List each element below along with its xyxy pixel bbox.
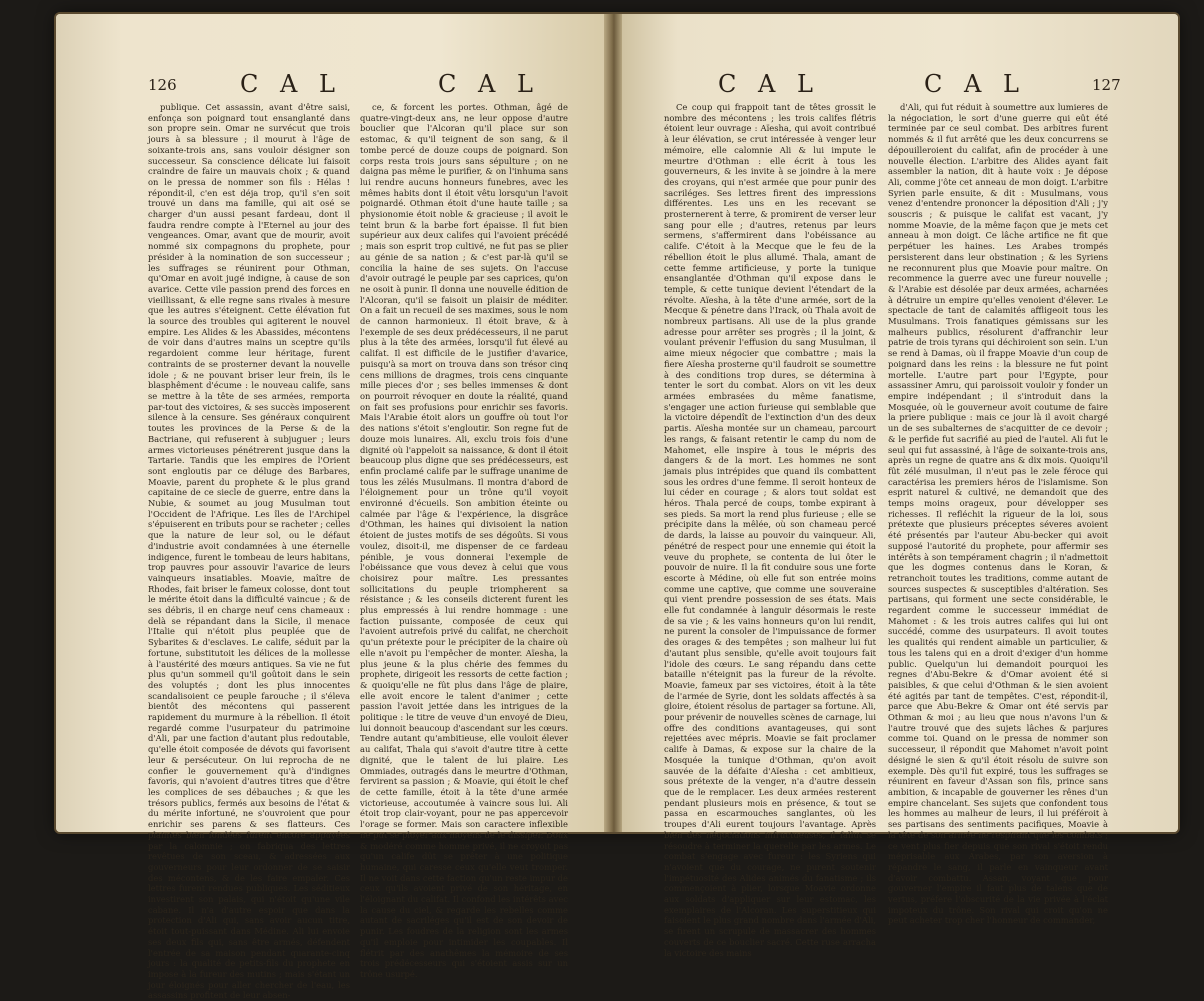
running-head-left-col2: C A L [438,70,540,98]
left-page-column-1 [148,102,350,1001]
book-gutter [604,14,622,832]
open-book [56,14,1178,1001]
right-page-column-1 [664,102,876,958]
right-col2-text: d'Ali, qui fut réduit à soumettre aux lumieres de la négociation, le sort d'une guerre qui eût été terminée par ce seul combat. Des arbitres furent nommés & il fut arrêté que les deux concurrens se dépouilleroient du califat, afin de procéder à une nouvelle élection. L'arbitre des Alides ayant fait assembler la nation, dit à haute voix : Je dépose Ali, comme j'ôte cet anneau de mon doigt. L'arbitre Syrien parle ensuite, & dit : Musulmans, vous venez d'entendre prononcer la déposition d'Ali ; j'y souscris ; & puisque le califat est vacant, j'y nomme Moavie, de la même façon que je mets cet anneau à mon doigt. Ce lâche artifice ne fit que perpétuer les haines. Les Arabes trompés persisterent dans leur obstination ; & les Syriens ne reconnurent plus que Moavie pour maître. On recommence la guerre avec une fureur nouvelle ; & l'Arabie est désolée par deux armées, acharnées à détruire un empire qu'elles venoient d'élever. Le spectacle de tant de calamités affligeoit tous les Musulmans. Trois fanatiques gémissans sur les malheurs publics, résolurent d'affranchir leur patrie de trois tyrans qui déchiroient son sein. L'un se rend à Damas, où il frappe Moavie d'un coup de poignard dans les reins : la blessure ne fut point mortelle. L'autre part pour l'Egypte, pour assassiner Amru, qui paroissoit vouloir y fonder un empire indépendant ; il s'introduit dans la Mosquée, où le gouverneur avoit coutume de faire la priere publique : mais ce jour là il avoit chargé un de ses subalternes de s'acquitter de ce devoir ; & le perfide fut sacrifié au pied de l'autel. Ali fut le seul qui fut assassiné, à l'âge de soixante-trois ans, après un regne de quatre ans & dix mois. Quoiqu'il fût zélé musulman, il n'eut pas le zele féroce qui caractérisa les premiers héros de l'islamisme. Son esprit naturel & cultivé, ne demandoit que des temps moins orageux, pour développer ses richesses. Il refléchit la rigueur de la loi, sous prétexte que plusieurs préceptes séveres avoient été présentés par l'auteur Abu-becker qui avoit supposé l'autorité du prophete, pour affermir ses intérêts à son tempérament chagrin ; il n'admettoit que les dogmes contenus dans le Koran, & retranchoit toutes les traditions, comme autant de sources suspectes & susceptibles d'altération. Ses partisans, qui forment une secte considérable, le regardent comme le successeur immédiat de Mahomet : & les trois autres califes qui lui ont succédé, comme des usurpateurs. Il avoit toutes les qualités qui rendent aimable un particulier, & tous les talens qui en a droit d'exiger d'un homme public. Quelqu'un lui demandoit pourquoi les regnes d'Abu-Bekre & d'Omar avoient été si paisibles, & que celui d'Othman & le sien avoient été agités par tant de tempêtes. C'est, répondit-il, parce que Abu-Bekre & Omar ont été servis par Othman & moi ; au lieu que nous n'avons l'un & l'autre trouvé que des sujets lâches & parjures comme toi. Quand on le pressa de nommer son successeur, il répondit que Mahomet n'avoit point désigné le sien & qu'il étoit résolu de suivre son exemple. Dès qu'il fut expiré, tous les suffrages se réunirent en faveur d'Assan son fils, prince sans ambition, & incapable de gouverner les rênes d'un empire chancelant. Ses sujets que confondent tous les hommes au malheur de leurs, il lui préféroit à ses partisans des sentiments pacifiques, Moavie à la tête de son armée ne respirant que les combats ; ce vent plus fier depuis que son rival s'étoit rendu méprisable aux Arabes, par son aversion à répandre le sang, il parle en vainqueur avant d'avoir combattu. Assan, voyant que pour gouverner l'empire il faut plus de talens que de vertus, préfere l'obscurité de la vie privée à l'éclat impoteux du trône. Son rival qui croit qu'on ne peut acheter trop cher l'honneur de commander, [888,102,1108,926]
left-col2-text: ce, & forcent les portes. Othman, âgé de quatre-vingt-deux ans, ne leur oppose d'autre bouclier que l'Alcoran qu'il place sur son estomac, & qu'il teignent de son sang, & il tombe percé de douze coups de poignard. Son corps resta trois jours sans sépulture ; on ne daigna pas même le purifier, & on l'inhuma sans lui rendre aucuns honneurs funebres, avec les mêmes habits dont il étoit vêtu lorsqu'un l'avoit poignardé. Othman étoit d'une haute taille ; sa physionomie étoit noble & gracieuse ; il avoit le teint brun & la barbe fort épaisse. Il fut bien supérieur aux deux califes qui l'avoient précédé ; mais son esprit trop cultivé, ne fut pas se plier au génie de sa nation ; & c'est par-là qu'il se concilia la haine de ses sujets. On l'accuse d'avoir outragé le peuple par ses caprices, qu'on ne osoit à punir. Il donna une nouvelle édition de l'Alcoran, qu'il se faisoit un plaisir de méditer. On a fait un recueil de ses maximes, sous le nom de cannon harmonieux. Il étoit brave, & à l'exemple de ses deux prédécesseurs, il ne parut plus à la tête des armées, lorsqu'il fut élevé au califat. Il est difficile de le justifier d'avarice, puisqu'à sa mort on trouva dans son trésor cinq cens millions de dragmes, trois cens cinquante mille pieces d'or ; ses belles immenses & dont on pourroit révoquer en doute la réalité, quand on fait ses profusions pour enrichir ses favoris. Mais l'Arabie étoit alors un gouffre où tout l'or des nations s'étoit s'engloutir. Son regne fut de douze mois lunaires. Ali, exclu trois fois d'une dignité où l'appeloit sa naissance, & dont il étoit beaucoup plus digne que ses prédécesseurs, est enfin proclamé calife par le suffrage unanime de tous les zélés Musulmans. Il montra d'abord de l'éloignement pour un trône qu'il voyoit environné d'écueils. Son ambition éteinte ou calmée par l'âge & l'expérience, la disgrâce d'Othman, les haines qui divisoient la nation étoient de justes motifs de ses dégoûts. Si vous voulez, disoit-il, me dispenser de ce fardeau pénible, je vous donnerai l'exemple de l'obéissance que vous devez à celui que vous choisirez pour maître. Les pressantes sollicitations du peuple triompherent sa résistance ; & les conseils dicterent furent les plus empressés à lui rendre hommage : une faction puissante, composée de ceux qui l'avoient autrefois privé du califat, ne cherchoit qu'un prétexte pour le précipiter de la chaire où elle n'avoit pu l'empêcher de monter. Aïesha, la plus jeune & la plus chérie des femmes du prophete, dirigeoit les ressorts de cette faction ; & quoiqu'elle ne fût plus dans l'âge de plaire, elle avoit encore le talent d'animer ; cette passion l'avoit jettée dans les intrigues de la politique : le titre de veuve d'un envoyé de Dieu, lui donnoit beaucoup d'ascendant sur les cœurs. Tendre autant qu'ambitieuse, elle vouloit élever au califat, Thala qui s'avoit d'autre titre à cette dignité, que le talent de lui plaire. Les Ommiades, outragés dans le meurtre d'Othman, fervirent sa passion ; & Moavie, qui étoit le chef de cette famille, étoit à la tête d'une armée victorieuse, accoutumée à vaincre sous lui. Ali étoit trop clair-voyant, pour ne pas appercevoir l'orage se former. Mais son caractere inflexible ne put se ployer aux moyens de le dissiper. Doux & modéré comme homme privé, il ne croyoit pas qu'un calife dût se prêter à une politique humaine, qui caresse ceux qu'elle veut tromper. Il ne voit dans cette faction qu'un reste impur de ceux qu'ils avoient privé de son héritage, en l'éloignant du califat. Il confond les intérêts avec la cause du ciel, & regarde les rebelles comme autant de sacriléges qu'il est de son devoir de punir. Les foudres de la religion sont les armes qu'il emploie pour intimider les coupables. Il flétrit par des anathêmes la mémoire de ses trois prédécesseurs qui s'étoient assis sur un trône usurpé. [360,102,568,979]
right-col1-text: Ce coup qui frappoit tant de têtes grossit le nombre des mécontens ; les trois califes flétris étoient leur ouvrage : Aïesha, qui avoit contribué à leur élévation, se crut intéressée à venger leur mémoire, elle calomnie Ali & lui impute le meurtre d'Othman : elle écrit à tous les gouverneurs, & les invite à se joindre à la mere des croyans, qui n'est armée que pour punir des sacriléges. Ses lettres firent des impressions différentes. Les uns en les recevant se prosternerent à terre, & promirent de verser leur sang pour elle ; d'autres, retenus par leurs sermens, s'affermirent dans l'obéissance au calife. C'étoit à la Mecque que le feu de la rébellion étoit le plus allumé. Thala, amant de cette femme artificieuse, y porte la tunique ensanglantée d'Othman qu'il expose dans le temple, & cette tunique devient l'étendart de la révolte. Aïesha, à la tête d'une armée, sort de la Mecque & pénetre dans l'Irack, où Thala avoit de nombreux partisans. Ali use de la plus grande adresse pour arrêter ses progrès ; il la joint, & voulant prévenir l'effusion du sang Musulman, il aime mieux négocier que combattre ; mais la fiere Aïesha prosterne qu'il faudroit se soumettre à des conditions trop dures, se détermina à tenter le sort du combat. Alors on vit les deux armées embrasées du même fanatisme, s'engager une action furieuse qui semblable que la victoire dépendît de l'extinction d'un des deux partis. Aïesha montée sur un chameau, parcourt les rangs, & faisant retentir le camp du nom de Mahomet, elle inspire à tous le mépris des dangers & de la mort. Les hommes ne sont jamais plus intrépides que quand ils combattent sous les ordres d'une femme. Il seroit honteux de lui céder en courage ; & alors tout soldat est héros. Thala percé de coups, tombe expirant à ses pieds. Sa mort la rend plus furieuse ; elle se précipite dans la mêlée, où son chameau percé de dards, la laisse au pouvoir du vainqueur. Ali, pénétré de respect pour une ennemie qui étoit la veuve du prophete, se contenta de lui ôter le pouvoir de nuire. Il la fit conduire sous une forte escorte à Médine, où elle fut son entrée moins comme une captive, que comme une souveraine qui vient prendre possession de ses états. Mais elle fut condamnée à languir désormais le reste de sa vie ; & les vains honneurs qu'on lui rendit, ne purent la consoler de l'impuissance de former des orages & des tempêtes ; son malheur lui fut d'autant plus sensible, qu'elle avoit toujours fait l'idole des cœurs. Le sang répandu dans cette bataille n'éteignit pas la fureur de la révolte. Moavie, fameux par ses victoires, étoit à la tête de l'armée de Syrie, dont les soldats affectés à sa gloire, étoient résolus de partager sa fortune. Ali, pour prévenir de nouvelles scènes de carnage, lui offre des conditions avantageuses, qui sont rejettées avec mépris. Moavie se fait proclamer calife à Damas, & expose sur la chaire de la Mosquée la tunique d'Othman, qu'on avoit sauvée de la défaite d'Aïesha : cet ambitieux, sous prétexte de la venger, n'a d'autre dessein que de le remplacer. Les deux armées resterent pendant plusieurs mois en présence, & tout se passa en escarmouches sanglantes, où les troupes d'Ali eurent toujours l'avantage. Après bien des négociations infructueuses, il fallut se résoudre à terminer la querelle par les armes. Le combat s'engage avec fureur : les Syriens qui n'avoient que du courage, ne purent soutenir l'impétuosité des Alides animés du fanatisme ; ils commençoient à plier, lorsque Moavie ordonne aux soldats d'appliquer sur leur estomac, les exemplaires de l'Alcoran. Les superstitieux qui faisoient le plus grand nombre dans l'armée d'Ali, se firent un scrupule de massacrer des hommes couverts de ce bouclier sacré. Cette ruse arracha la victoire des mains [664,102,876,958]
page-number-right: 127 [1092,76,1121,94]
page-number-left: 126 [148,76,177,94]
right-page [622,14,1178,958]
left-page [56,14,604,1001]
right-page-column-2 [888,102,1108,926]
left-page-column-2 [360,102,568,979]
running-head-left-col1: C A L [240,70,342,98]
running-head-right-col2: C A L [924,70,1026,98]
running-head-right-col1: C A L [718,70,820,98]
left-col1-text: publique. Cet assassin, avant d'être saisi, enfonça son poignard tout ensanglanté dans son propre sein. Omar ne survécut que trois jours à sa blessure ; il mourut à l'âge de soixante-trois ans, sans vouloir désigner son successeur. Sa conscience délicate lui faisoit craindre de faire un mauvais choix ; & quand on le pressa de nommer son fils : Hélas ! répondit-il, c'en est déja trop, qu'il s'en soit trouvé un dans ma famille, qui ait osé se charger d'un aussi pesant fardeau, dont il faudra rendre compte à l'Eternel au jour des vengeances. Omar, avant que de mourir, avoit nommé six compagnons du prophete, pour présider à la nomination de son successeur ; les suffrages se réunirent pour Othman, qu'Omar en avoit jugé indigne, à cause de son avarice. Cette vile passion prend des forces en vieillissant, & elle regne sans rivales à mesure que les autres s'éteignent. Cette élévation fut la source des troubles qui agiterent le nouvel empire. Les Alides & les Abassides, mécontens de voir dans d'autres mains un sceptre qu'ils regardoient comme leur héritage, furent contraints de se prosterner devant la nouvelle idole ; & ne pouvant briser leur frein, ils le blasphêment d'écume : le nouveau calife, sans se mettre à la tête de ses armées, remporta par-tout des victoires, & ses succès imposerent silence à la censure. Ses généraux conquirent toutes les provinces de la Perse & de la Bactriane, qui refuserent à subjuguer ; leurs armes victorieuses pénétrerent jusque dans la Tartarie. Tandis que les empires de l'Orient sont engloutis par ce déluge des Barbares, Moavie, parent du prophete & le plus grand capitaine de ce siecle de guerre, entre dans la Nubie, & soumet au joug Musulman tout l'Occident de l'Afrique. Les îles de l'Archipel s'épuiserent en tributs pour se racheter ; celles que la nature de leur sol, ou le défaut d'industrie avoit condamnées à une éternelle indigence, furent le tombeau de leurs habitans, trop pauvres pour assouvir l'avarice de leurs vainqueurs insatiables. Moavie, maître de Rhodes, fait briser le fameux colosse, dont tout le mérite étoit dans la difficulté vaincue ; & de ses débris, il en charge neuf cens chameaux : delà se répandant dans la Sicile, il menace l'Italie qui n'étoit plus peuplée que de Sybarites & d'esclaves. Le calife, séduit par la fortune, substitutoit les délices de la mollesse à l'austérité des mœurs antiques. Sa vie ne fut plus qu'un sommeil qu'il goûtoit dans le sein des voluptés ; dont les plus innocentes scandalisoient ce peuple farouche ; il s'éleva bientôt des mécontens qui passerent rapidement du murmure à la rébellion. Il étoit regardé comme l'usurpateur du patrimoine d'Ali, par une faction d'autant plus redoutable, qu'elle étoit composée de dévots qui favorisent leur & persécuteur. On lui reprocha de ne confier le gouvernement qu'à d'indignes favoris, qui n'avoient d'autres titres que d'être les complices de ses débauches ; & que les trésors publics, fermés aux besoins de l'état & du mérite infortuné, ne s'ouvroient que pour enrichir ses parens & ses flatteurs. Ces plaintes bien fondées furent encore appuyées par la calomnie ; on fabriqua des lettres revêtues de son sceau, & adressées aux gouverneurs pour leur ordonner de se saisir des mécontens, & de les faire empaler. Ces lettres furent rendues publiques. Les séditieux investirent son palais, qui n'étoit qu'une vile cabane. Il n'a d'autre espoir que dans la protection d'Ali qui, sans avoir aucun titre, étoit tout-puissant dans Médine. Ali lui envoie ses deux fils qui, sans être armés, défendent l'entrée de sa maison pendant quarante-cinq jours : la qualité de petits-fils du prophete en impose à la fureur des mutins ; mais s'étant un jour éloignés pour aller chercher de l'eau, les assassins profitent de leur absen- [148,102,350,1001]
